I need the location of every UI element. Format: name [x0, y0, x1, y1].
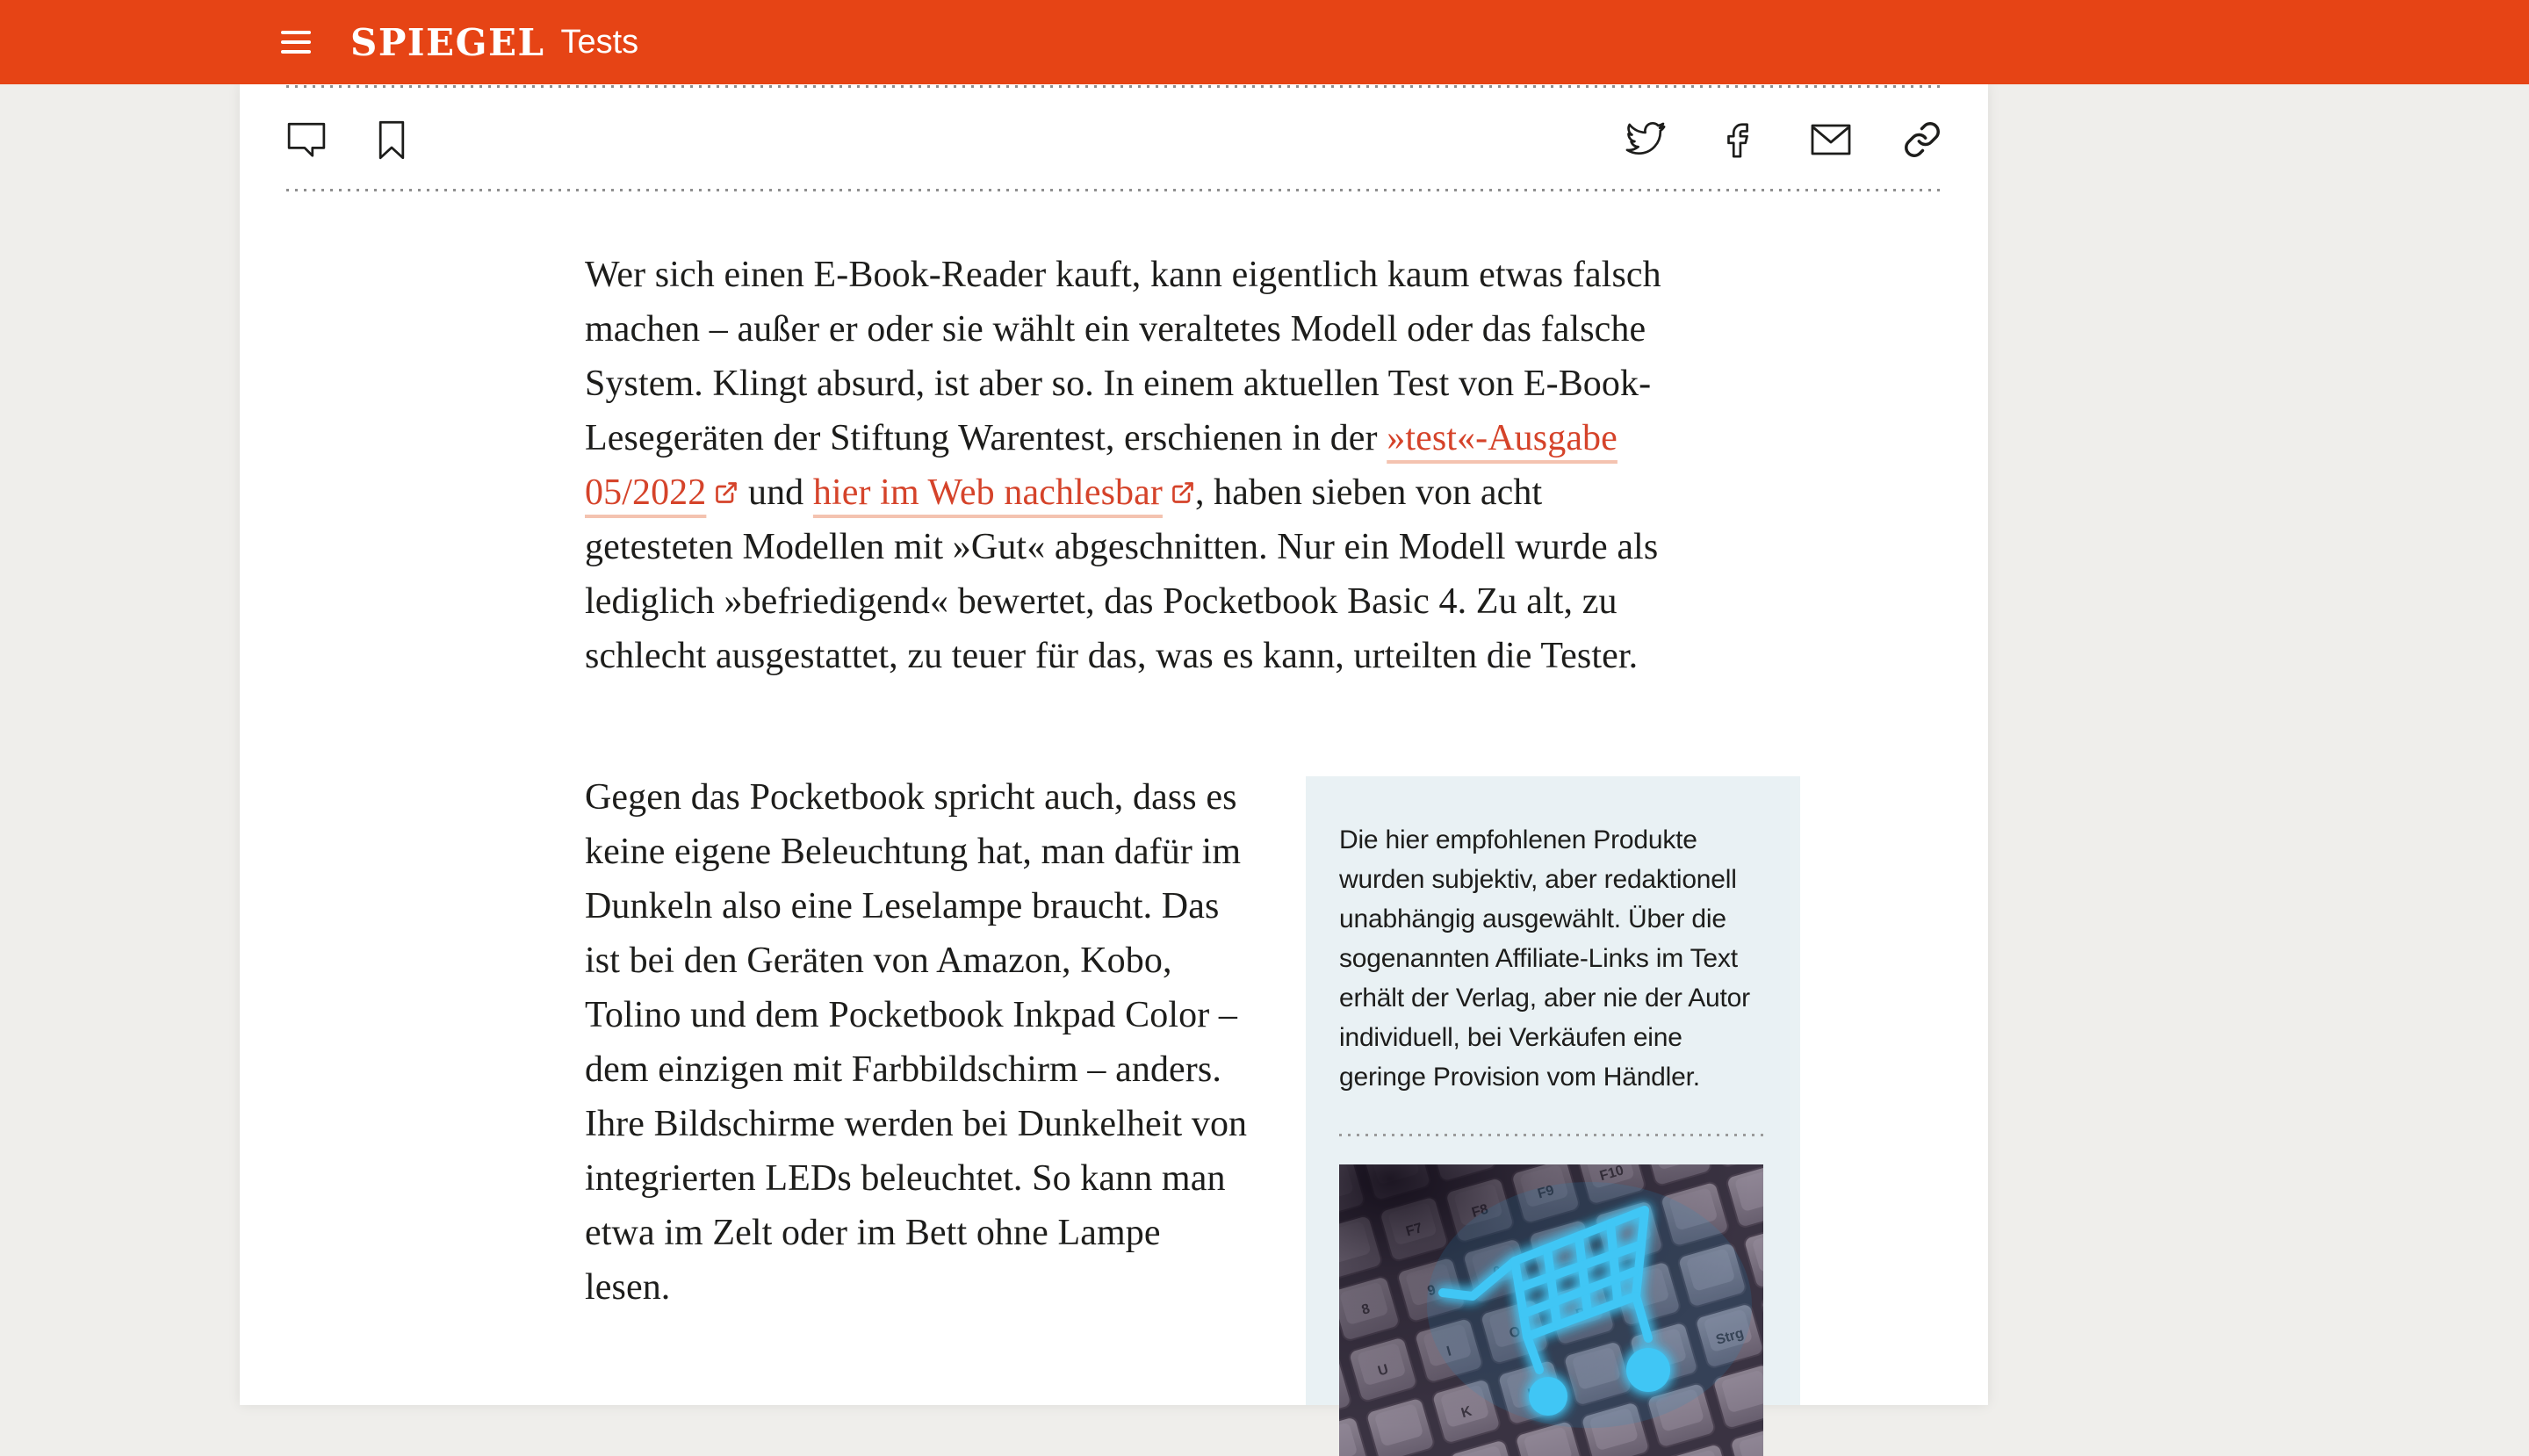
external-link-icon [714, 480, 739, 505]
paragraph-text: Wer sich einen E-Book-Reader kauft, kann eigentlich kaum etwas falsch machen – außer er oder sie wählt ein veraltetes Modell oder das falsche System. Klingt absurd, ist aber so. In einem aktuellen Test von E-Book-Lesegeräten der Stiftung Warentest, erschienen in der [585, 255, 1661, 458]
article-toolbar [286, 119, 1942, 160]
dotted-divider-box [1339, 1134, 1763, 1136]
menu-bar [281, 40, 311, 44]
toolbar-right-group [1624, 119, 1942, 161]
comments-button[interactable] [286, 121, 327, 159]
share-twitter-button[interactable] [1624, 119, 1668, 160]
menu-button[interactable] [281, 31, 311, 54]
article-paragraph-2: Gegen das Pocketbook spricht auch, dass es keine eigene Beleuchtung hat, man dafür im Dunkeln also eine Leselampe braucht. Das ist bei den Geräten von Amazon, Kobo, Tolino und dem Pocketbook Inkpad Color – dem einzigen mit Farbbildschirm – anders. Ihre Bildschirme werden bei Dunkelheit von integrierten LEDs beleuchtet. So kann man etwa im Zelt oder im Bett ohne Lampe lesen. [585, 777, 1248, 1308]
keyboard-shopping-cart-image [1339, 1164, 1763, 1456]
product-teaser-image [1339, 1164, 1763, 1367]
affiliate-disclosure-box [1306, 776, 1800, 1405]
comment-bubble-icon [286, 121, 327, 159]
brand [350, 0, 638, 84]
link-icon [1903, 120, 1942, 159]
article-paragraph-1 [585, 248, 1674, 683]
top-bar [0, 0, 2529, 84]
bookmark-icon [378, 120, 406, 160]
section-title: Tests [560, 23, 639, 61]
link-label: »test«-Ausgabe 05/2022 [585, 418, 1618, 513]
email-icon [1810, 122, 1852, 157]
link-web-nachlesbar[interactable] [813, 472, 1195, 513]
link-label: hier im Web nachlesbar [812, 472, 1163, 513]
twitter-icon [1624, 119, 1668, 160]
article-column [240, 84, 1988, 1405]
share-email-button[interactable] [1810, 122, 1852, 157]
facebook-icon [1718, 119, 1759, 161]
menu-bar [281, 50, 311, 54]
paragraph-text: und [739, 472, 813, 513]
paragraph-text: , haben sieben von acht getesteten Modellen mit »Gut« abgeschnitten. Nur ein Modell wurde als lediglich »befriedigend« bewertet, das Pocketbook Basic 4. Zu alt, zu schlecht ausgestattet, zu teuer für das, was es kann, urteilten die Tester. [585, 472, 1659, 676]
external-link-icon [1171, 480, 1195, 505]
copy-link-button[interactable] [1903, 120, 1942, 159]
bookmark-button[interactable] [378, 120, 406, 160]
dotted-divider-toolbar [286, 189, 1942, 191]
menu-bar [281, 31, 311, 34]
affiliate-disclosure-text: Die hier empfohlenen Produkte wurden subjektiv, aber redaktionell unabhängig ausgewählt. Über die sogenannten Affiliate-Links im Text erhält der Verlag, aber nie der Autor individuell, bei Verkäufen eine geringe Provision vom Händler. [1339, 825, 1750, 1092]
spiegel-logo[interactable]: SPIEGEL [350, 20, 545, 64]
toolbar-left-group [286, 120, 406, 160]
dotted-divider-top [286, 85, 1942, 88]
share-facebook-button[interactable] [1718, 119, 1759, 161]
